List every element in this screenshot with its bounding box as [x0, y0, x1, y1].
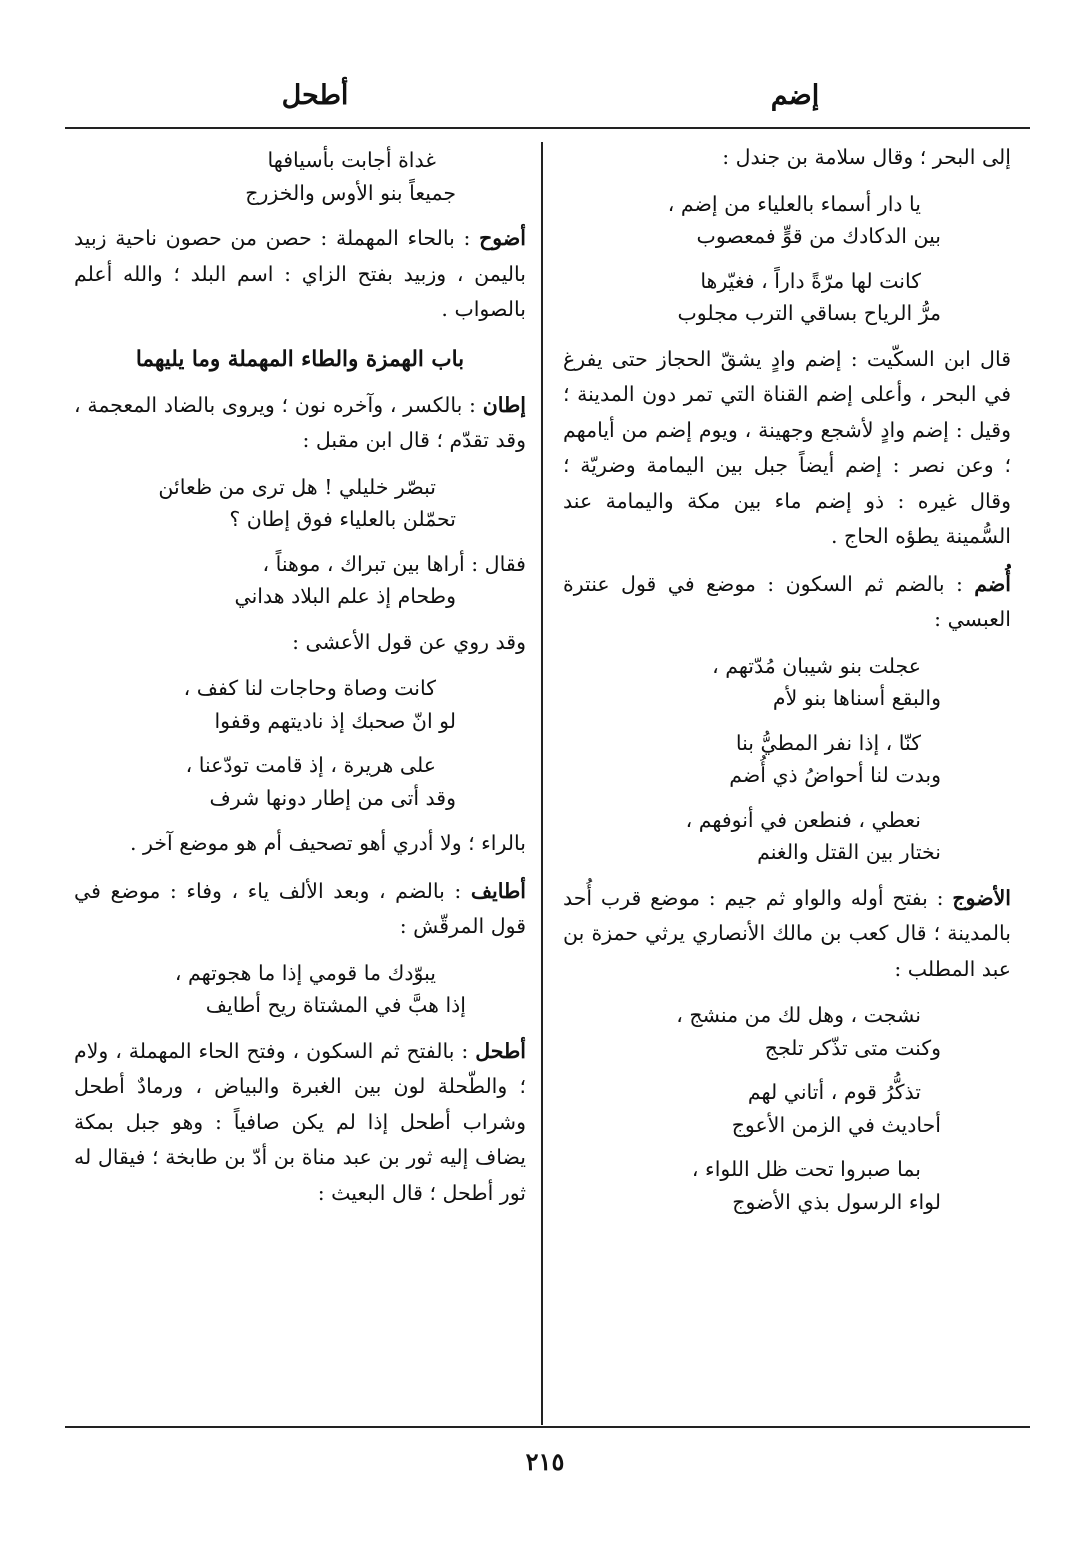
verse-line: كانت وصاة وحاجات لنا كفف ،	[183, 676, 436, 700]
verse-line: كانت لها مرّةً داراً ، فغيّرها	[700, 268, 921, 293]
running-headword-right: إضم	[770, 80, 820, 111]
entry	[563, 567, 1011, 638]
verse-line: تحمّلن بالعلياء فوق إطان ؟	[229, 507, 456, 531]
right-column	[563, 140, 1011, 1420]
verse-couplet	[563, 727, 1011, 792]
entry-headword: الأضوج	[952, 885, 1011, 910]
entry-text: : بالفتح ثم السكون ، وفتح الحاء المهملة ، ولام ؛ والطّحلة لون بين الغبرة والبياض ، ورمادٌ أطحل وشراب أطحل إذا لم يكن صافياً : وهو جبل بمكة يضاف إليه ثور بن عبد مناة بن أدّ بن طابخة ؛ فيقال له ثور أطحل ؛ قال البعيث :	[74, 1038, 526, 1205]
verse-couplet	[563, 999, 1011, 1064]
entry-headword: أُضم	[974, 571, 1011, 596]
verse-line: يا دار أسماء بالعلياء من إضم ،	[667, 191, 921, 216]
verse-couplet	[74, 144, 526, 209]
entry	[74, 221, 526, 328]
bottom-rule	[65, 1426, 1030, 1428]
verse-line: جميعاً بنو الأوس والخزرج	[245, 180, 456, 205]
verse-couplet	[74, 672, 526, 737]
entry-headword: إطان	[482, 392, 526, 417]
entry-headword: أطحل	[475, 1038, 526, 1063]
section-title: باب الهمزة والطاء المهملة وما يليهما	[135, 346, 465, 372]
verse-line: بما صبروا تحت ظل اللواء ،	[691, 1157, 921, 1181]
entry	[74, 388, 526, 459]
verse-line: لواء الرسول بذي الأضوج	[732, 1189, 941, 1214]
verse-line: تبصّر خليلي ! هل ترى من ظعائن	[158, 474, 436, 499]
verse-couplet	[563, 265, 1011, 330]
verse-line: على هريرة ، إذ قامت تودّعنا ،	[185, 753, 436, 777]
entry-text: : بالحاء المهملة : حصن من حصون ناحية زبيد باليمن ، وزبيد بفتح الزاي : اسم البلد ؛ والله أعلم بالصواب .	[74, 226, 526, 321]
entry-text: : بالضم ثم السكون : موضع في قول عنترة العبسي :	[563, 571, 1011, 631]
verse-couplet	[563, 1076, 1011, 1141]
verse-couplet	[74, 957, 526, 1022]
verse-line: وطحام إذ علم البلاد هداني	[234, 584, 456, 608]
verse-couplet	[74, 749, 526, 814]
entry-text: : بالكسر ، وآخره نون ؛ ويروى بالضاد المعجمة ، وقد تقدّم ؛ قال ابن مقبل :	[74, 392, 526, 452]
verse-line: إذا هبَّ في المشتاة ريح أطايف	[205, 993, 466, 1017]
column-divider	[541, 142, 543, 1425]
verse-line: وبدت لنا أحواضُ ذي أُضم	[729, 763, 941, 787]
verse-line: عجلت بنو شيبان مُدّتهم ،	[712, 653, 921, 678]
verse-couplet	[563, 650, 1011, 715]
entry-text: : بفتح أوله والواو ثم جيم : موضع قرب أُحد بالمدينة ؛ قال كعب بن مالك الأنصاري يرثي حمزة بن عبد المطلب :	[563, 885, 1011, 981]
paragraph: إلى البحر ؛ وقال سلامة بن جندل :	[722, 145, 1011, 169]
verse-line: نشجت ، وهل لك من منشج ،	[676, 1003, 921, 1027]
entry	[563, 881, 1011, 988]
entry-headword: أطايف	[470, 878, 526, 903]
verse-couplet	[74, 548, 526, 613]
paragraph: بالراء ؛ ولا أدري أهو تصحيف أم هو موضع آخر .	[130, 831, 526, 855]
entry-text: : بالضم ، وبعد الألف ياء ، وفاء : موضع في قول المرقّش :	[74, 878, 526, 938]
verse-line: فقال : أراها بين تبراك ، موهناً ،	[262, 551, 526, 576]
verse-line: نعطي ، فنطعن في أنوفهم ،	[685, 807, 921, 832]
page-number: ٢١٥	[525, 1447, 565, 1476]
paragraph: قال ابن السكّيت : إضم وادٍ يشقّ الحجاز حتى يفرغ في البحر ، وأعلى إضم القناة التي تمر دون المدينة ؛ وقيل : إضم وادٍ لأشجع وجهينة ، ويوم إضم من أيامهم ؛ وعن نصر : إضم أيضاً جبل بين اليمامة وضريّة ؛ وقال غيره : ذو إضم ماء بين مكة واليمامة عند السُّمينة يطؤه الحاج .	[563, 346, 1011, 548]
verse-line: غداة أجابت بأسيافها	[267, 148, 436, 172]
verse-couplet	[563, 1153, 1011, 1218]
entry	[74, 874, 526, 945]
verse-couplet	[563, 804, 1011, 869]
verse-line: أحاديث في الزمن الأعوج	[731, 1112, 941, 1137]
entry	[74, 1034, 526, 1212]
top-rule	[65, 127, 1030, 129]
verse-line: تذكُّرُ قوم ، أتاني لهم	[747, 1080, 921, 1104]
verse-line: يبوّدك ما قومي إذا ما هجوتهم ،	[174, 960, 436, 985]
verse-line: مرُّ الرياح بساقي الترب مجلوب	[677, 301, 941, 325]
verse-line: والبقع أسناها بنو لأم	[772, 686, 941, 710]
verse-line: بين الدكادك من قوٍّ فمعصوب	[696, 224, 941, 248]
verse-couplet	[563, 188, 1011, 253]
running-headword-left: أطحل	[281, 80, 349, 111]
verse-couplet	[74, 471, 526, 536]
verse-line: لو انّ صحبك إذ ناديتهم وقفوا	[214, 708, 456, 733]
paragraph: وقد روي عن قول الأعشى :	[292, 629, 526, 654]
entry-headword: أضوح	[479, 226, 526, 250]
left-column	[74, 140, 526, 1420]
verse-line: نختار بين القتل والغنم	[757, 840, 941, 864]
verse-line: كنّا ، إذا نفر المطيُّ بنا	[735, 730, 921, 755]
verse-line: وقد أتى من إطار دونها شرف	[209, 785, 456, 810]
verse-line: وكنت متى تذّكر تلجج	[764, 1035, 941, 1060]
